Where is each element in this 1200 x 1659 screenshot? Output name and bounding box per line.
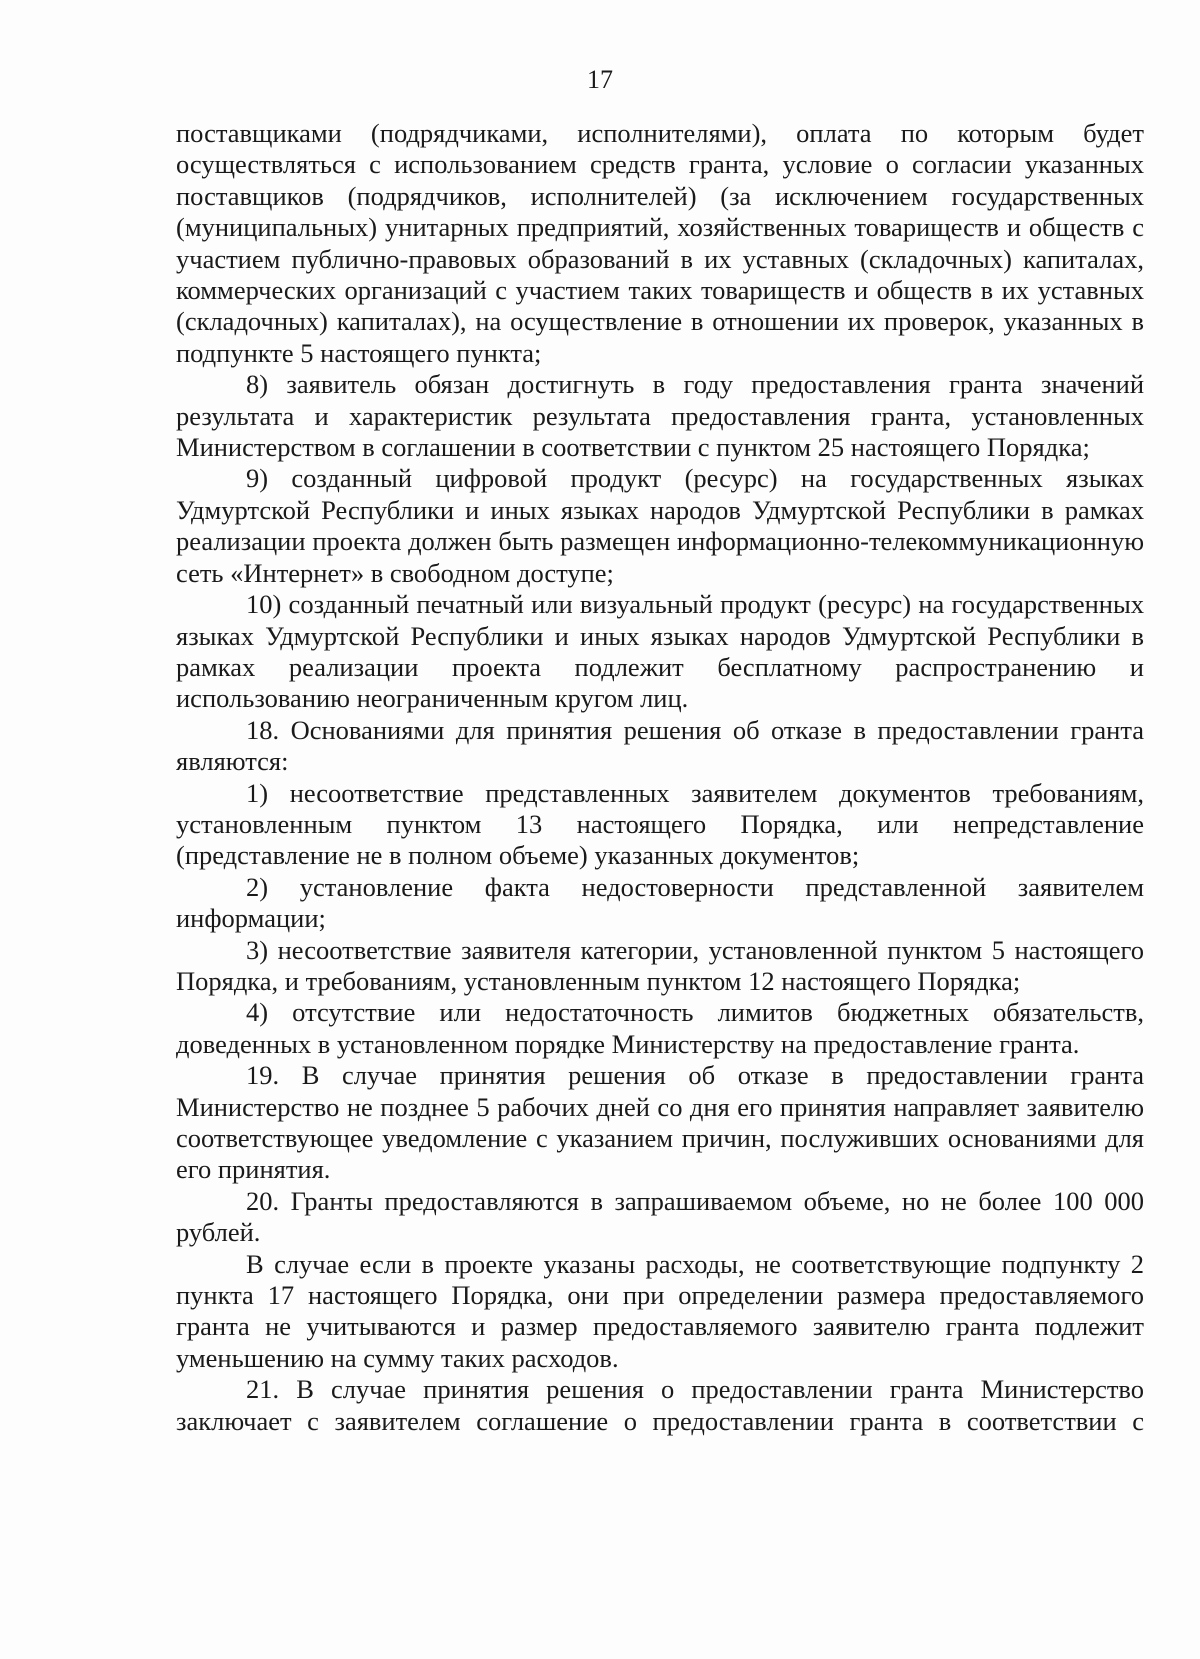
paragraph-section-20: 20. Гранты предоставляются в запрашиваемом объеме, но не более 100 000 рублей.	[176, 1185, 1144, 1248]
paragraph-continuation: поставщиками (подрядчиками, исполнителями), оплата по которым будет осуществляться с использованием средств гранта, условие о согласии указанных поставщиков (подрядчиков, исполнителей) (за исключением государственных (муниципальных) унитарных предприятий, хозяйственных товариществ и обществ с участием публично-правовых образований в их уставных (складочных) капиталах, коммерческих организаций с участием таких товариществ и обществ в их уставных (складочных) капиталах), на осуществление в отношении их проверок, указанных в подпункте 5 настоящего пункта;	[176, 118, 1144, 368]
page-number: 17	[587, 65, 613, 94]
paragraph-section-18: 18. Основаниями для принятия решения об отказе в предоставлении гранта являются:	[176, 714, 1144, 777]
paragraph-section-20-note: В случае если в проекте указаны расходы, не соответствующие подпункту 2 пункта 17 настоящего Порядка, они при определении размера предоставляемого гранта не учитываются и размер предоставляемого заявителю гранта подлежит уменьшению на сумму таких расходов.	[176, 1248, 1144, 1373]
paragraph-section-18-item-3: 3) несоответствие заявителя категории, установленной пунктом 5 настоящего Порядка, и требованиям, установленным пунктом 12 настоящего Порядка;	[176, 934, 1144, 996]
paragraph-item-10: 10) созданный печатный или визуальный продукт (ресурс) на государственных языках Удмуртской Республики и иных языках народов Удмуртской Республики в рамках реализации проекта подлежит бесплатному распространению и использованию неограниченным кругом лиц.	[176, 589, 1144, 714]
paragraph-section-19: 19. В случае принятия решения об отказе в предоставлении гранта Министерство не позднее 5 рабочих дней со дня его принятия направляет заявителю соответствующее уведомление с указанием причин, послуживших основаниями для его принятия.	[176, 1060, 1144, 1185]
document-body	[176, 118, 1144, 1437]
paragraph-item-9: 9) созданный цифровой продукт (ресурс) на государственных языках Удмуртской Республики и иных языках народов Удмуртской Республики в рамках реализации проекта должен быть размещен информационно-телекоммуникационную сеть «Интернет» в свободном доступе;	[176, 463, 1144, 588]
paragraph-section-21: 21. В случае принятия решения о предоставлении гранта Министерство заключает с заявителем соглашение о предоставлении гранта в соответствии с	[176, 1374, 1144, 1436]
paragraph-section-18-item-1: 1) несоответствие представленных заявителем документов требованиям, установленным пунктом 13 настоящего Порядка, или непредставление (представление не в полном объеме) указанных документов;	[176, 777, 1144, 871]
paragraph-item-8: 8) заявитель обязан достигнуть в году предоставления гранта значений результата и характеристик результата предоставления гранта, установленных Министерством в соглашении в соответствии с пунктом 25 настоящего Порядка;	[176, 369, 1144, 463]
paragraph-section-18-item-2: 2) установление факта недостоверности представленной заявителем информации;	[176, 871, 1144, 934]
paragraph-section-18-item-4: 4) отсутствие или недостаточность лимитов бюджетных обязательств, доведенных в установленном порядке Министерству на предоставление гранта.	[176, 997, 1144, 1059]
